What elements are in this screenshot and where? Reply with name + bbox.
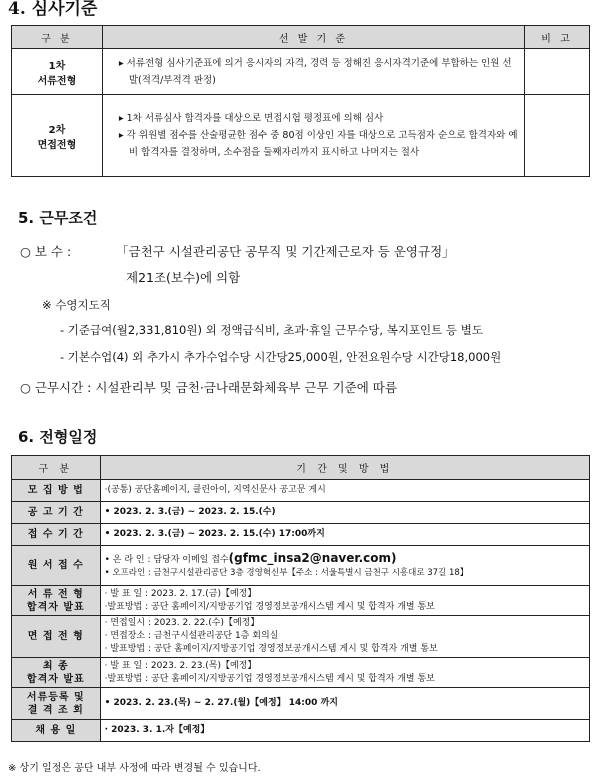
final-result-method: ·발표방법 : 공단 홈페이지/지방공기업 경영정보공개시스템 게시 및 합격자 개별 통보 (104, 673, 435, 684)
note-line-1: - 기준급여(월2,331,810원) 외 정액급식비, 초과·휴일 근무수당, 복지포인트 등 별도 (60, 323, 483, 337)
work-time: ○ 근무시간 : 시설관리부 및 금천·금나래문화체육부 근무 기준에 따름 (20, 380, 397, 395)
apply-label: 원 서 접 수 (12, 546, 101, 586)
recruit-text: ·(공통) 공단홈페이지, 클린아이, 지역신문사 공고문 게시 (100, 480, 589, 502)
notice-text: • 2023. 2. 3.(금) ~ 2023. 2. 15.(수) (100, 502, 589, 524)
final-result-content (100, 658, 589, 688)
doc-result-content (100, 586, 589, 616)
criteria-row-1 (12, 49, 590, 95)
row-interview (12, 616, 590, 658)
row-1-remarks (525, 49, 590, 95)
row-1-content (102, 49, 524, 95)
hire-date-label: 채 용 일 (12, 720, 101, 742)
recruit-label: 모 집 방 법 (12, 480, 101, 502)
pay-label: ○ 보 수 : (20, 244, 72, 259)
doc-result-method: ·발표방법 : 공단 홈페이지/지방공기업 경영정보공개시스템 게시 및 합격자 개별 통보 (104, 601, 435, 612)
section-6-title: 6. 전형일정 (18, 428, 98, 446)
row-2-item-1: ▸ 1차 서류심사 합격자를 대상으로 면접시험 평정표에 의해 심사 (118, 113, 384, 124)
row-2-content (102, 95, 524, 177)
schedule-table (11, 455, 590, 742)
row-registration (12, 688, 590, 720)
col-criteria: 선 발 기 준 (102, 26, 524, 49)
row-2-stage: 2차 (48, 124, 66, 136)
apply-offline: • 오프라인 : 금천구시설관리공단 3층 경영혁신부【주소 : 서울특별시 금천구 시흥대로 37길 18】 (104, 567, 469, 578)
row-apply (12, 546, 590, 586)
registration-text: • 2023. 2. 23.(목) ~ 2. 27.(월)【예정】 14:00 까지 (100, 688, 589, 720)
row-recruit (12, 480, 590, 502)
row-notice (12, 502, 590, 524)
final-result-date: · 발 표 일 : 2023. 2. 23.(목)【예정】 (104, 660, 257, 671)
row-1-name: 서류전형 (37, 75, 77, 87)
section-5-title: 5. 근무조건 (18, 209, 98, 227)
row-2-name: 면접전형 (37, 139, 77, 151)
interview-label: 면 접 전 형 (12, 616, 101, 658)
interview-method: · 발표방법 : 공단 홈페이지/지방공기업 경영정보공개시스템 게시 및 합격자 개별 통보 (104, 644, 438, 654)
col-division: 구 분 (12, 26, 103, 49)
interview-date: · 면접일시 : 2023. 2. 22.(수)【예정】 (104, 618, 260, 628)
row-receipt (12, 524, 590, 546)
contact-email: (gfmc_insa2@naver.com) (228, 550, 397, 565)
registration-label: 서류등록 및 결 격 조 회 (12, 688, 101, 720)
apply-online: • 온 라 인 : 담당자 이메일 접수(gfmc_insa2@naver.com) (104, 550, 397, 565)
criteria-header-row (12, 26, 590, 49)
apply-content (100, 546, 589, 586)
receipt-label: 접 수 기 간 (12, 524, 101, 546)
row-1-label (12, 49, 103, 95)
row-final-result (12, 658, 590, 688)
row-2-remarks (525, 95, 590, 177)
row-2-item-2: ▸ 각 위원별 점수를 산술평균한 점수 중 80점 이상인 자를 대상으로 고득점자 순으로 합격자와 예비 합격자를 결정하며, 소수점을 둘째자리까지 표시하고 나머지는 절사 (118, 130, 518, 158)
interview-content (100, 616, 589, 658)
doc-result-label: 서 류 전 형 합격자 발표 (12, 586, 101, 616)
note-title: ※ 수영지도직 (42, 298, 111, 312)
schedule-header-row (12, 456, 590, 480)
row-2-label (12, 95, 103, 177)
note-line-2: - 기본수업(4) 외 추가시 추가수업수당 시간당25,000원, 안전요원수당 시간당18,000원 (60, 350, 502, 364)
row-doc-result (12, 586, 590, 616)
row-1-item: ▸ 서류전형 심사기준표에 의거 응시자의 자격, 경력 등 정해진 응시자격기준에 부합하는 인원 선발(적격/부적격 판정) (118, 57, 512, 86)
col-remarks: 비 고 (525, 26, 590, 49)
hire-date-text: · 2023. 3. 1.자【예정】 (100, 720, 589, 742)
col-period-method: 기 간 및 방 법 (100, 456, 589, 480)
pay-text-1: 「금천구 시설관리공단 공무직 및 기간제근로자 등 운영규정」 (116, 244, 455, 259)
section-4-title: 4. 심사기준 (8, 0, 98, 19)
col-division: 구 분 (12, 456, 101, 480)
row-hire-date (12, 720, 590, 742)
receipt-text: • 2023. 2. 3.(금) ~ 2023. 2. 15.(수) 17:00까지 (100, 524, 589, 546)
pay-text-2: 제21조(보수)에 의함 (126, 270, 241, 285)
final-result-label: 최 종 합격자 발표 (12, 658, 101, 688)
criteria-row-2 (12, 95, 590, 177)
notice-label: 공 고 기 간 (12, 502, 101, 524)
criteria-table (11, 25, 590, 177)
doc-result-date: · 발 표 일 : 2023. 2. 17.(금)【예정】 (104, 588, 257, 599)
footnote: ※ 상기 일정은 공단 내부 사정에 따라 변경될 수 있습니다. (8, 763, 261, 774)
row-1-stage: 1차 (48, 60, 66, 72)
interview-place: · 면접장소 : 금천구시설관리공단 1층 회의실 (104, 631, 279, 641)
